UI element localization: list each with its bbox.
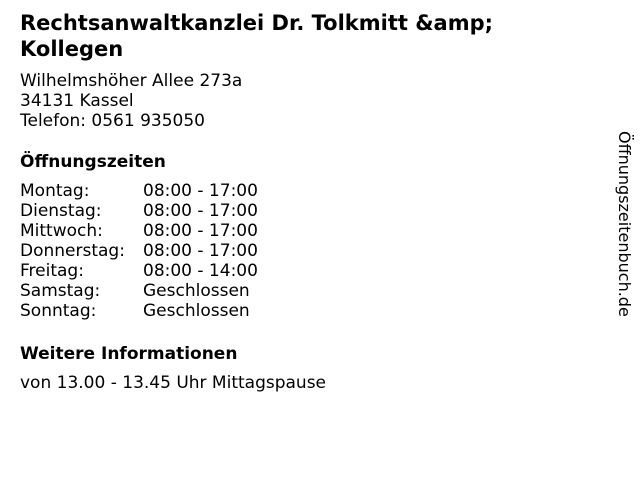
phone-line: Telefon: 0561 935050 — [20, 111, 205, 131]
day-label: Freitag: — [20, 261, 84, 281]
time-value: 08:00 - 17:00 — [143, 181, 258, 201]
address-block — [20, 71, 600, 131]
day-label: Samstag: — [20, 281, 101, 301]
hours-row-thursday — [20, 241, 600, 261]
hours-row-monday — [20, 181, 600, 201]
site-watermark: Öffnungszeitenbuch.de — [615, 131, 634, 317]
opening-hours-table — [20, 181, 600, 321]
time-value: 08:00 - 17:00 — [143, 201, 258, 221]
address-street: Wilhelmshöher Allee 273a — [20, 71, 243, 91]
day-label: Montag: — [20, 181, 90, 201]
time-value: Geschlossen — [143, 301, 250, 321]
address-city: 34131 Kassel — [20, 91, 134, 111]
opening-hours-heading: Öffnungszeiten — [20, 152, 166, 172]
time-value: 08:00 - 17:00 — [143, 221, 258, 241]
hours-row-tuesday — [20, 201, 600, 221]
more-info-heading: Weitere Informationen — [20, 344, 238, 364]
day-label: Dienstag: — [20, 201, 102, 221]
day-label: Sonntag: — [20, 301, 97, 321]
more-info-text: von 13.00 - 13.45 Uhr Mittagspause — [20, 373, 327, 393]
day-label: Mittwoch: — [20, 221, 103, 241]
hours-row-wednesday — [20, 221, 600, 241]
business-name-heading: Rechtsanwaltkanzlei Dr. Tolkmitt &amp; Kollegen — [20, 11, 494, 61]
day-label: Donnerstag: — [20, 241, 125, 261]
time-value: 08:00 - 14:00 — [143, 261, 258, 281]
hours-row-sunday — [20, 301, 600, 321]
time-value: 08:00 - 17:00 — [143, 241, 258, 261]
hours-row-saturday — [20, 281, 600, 301]
hours-row-friday — [20, 261, 600, 281]
time-value: Geschlossen — [143, 281, 250, 301]
